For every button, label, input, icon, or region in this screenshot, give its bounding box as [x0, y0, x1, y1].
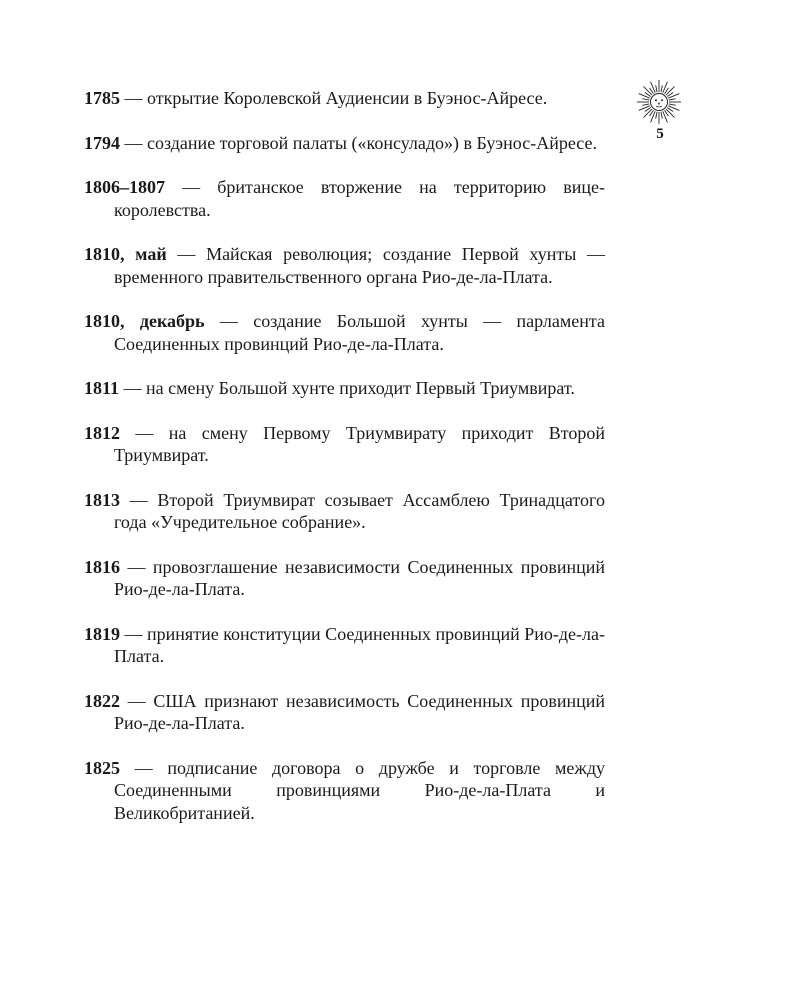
- entry-date: 1785: [84, 88, 120, 108]
- sun-ray: [669, 104, 676, 105]
- chronology-entry: [84, 489, 605, 534]
- sun-ray: [661, 85, 662, 92]
- chronology-entry: [84, 377, 605, 400]
- sun-ray: [643, 109, 651, 117]
- entry-date: 1822: [84, 690, 120, 711]
- entry-text: — Второй Триумвират созывает Ассамблею Тринадцатого года «Учредительное собрание».: [114, 489, 605, 532]
- sun-ray: [661, 112, 662, 119]
- chronology-entry: [84, 757, 605, 825]
- chronology-list: [84, 87, 605, 846]
- sun-ray: [656, 112, 657, 119]
- sun-ray: [666, 109, 674, 117]
- entry-date: 1811: [84, 378, 120, 398]
- entry-text: — Майская революция; создание Первой хунты — временного правительственного органа Рио-де-ла-Плата.: [114, 244, 606, 287]
- entry-date: 1825: [84, 757, 120, 778]
- entry-date: 1816: [84, 556, 120, 577]
- entry-date: 1819: [84, 623, 120, 644]
- chronology-entry: [84, 556, 605, 601]
- sun-ray: [669, 99, 676, 100]
- entry-text: — провозглашение независимости Соединенных провинций Рио-де-ла-Плата.: [114, 556, 605, 599]
- chronology-entry: [84, 623, 605, 668]
- entry-date: 1813: [84, 489, 120, 510]
- entry-date: 1810, май: [84, 244, 167, 264]
- chronology-entry: [84, 243, 605, 288]
- chronology-entry: [84, 690, 605, 735]
- entry-date: 1794: [84, 132, 120, 153]
- chronology-entry: [84, 176, 605, 221]
- entry-text: — подписание договора о дружбе и торговле между Соединенными провинциями Рио-де-ла-Плата и Великобританией.: [114, 757, 605, 823]
- page-number: 5: [656, 126, 664, 142]
- sun-ray: [666, 86, 674, 94]
- entry-text: — открытие Королевской Аудиенсии в Буэнос-Айресе.: [120, 88, 548, 108]
- entry-date: 1812: [84, 422, 120, 443]
- sun-of-may-icon: [634, 77, 684, 127]
- chronology-entry: [84, 310, 605, 355]
- sun-ray: [656, 85, 657, 92]
- chronology-entry: [84, 132, 605, 155]
- chronology-entry: [84, 87, 605, 110]
- sun-ray: [643, 86, 651, 94]
- sun-ray: [642, 104, 649, 105]
- entry-text: — принятие конституции Соединенных провинций Рио-де-ла-Плата.: [114, 623, 605, 666]
- entry-text: — на смену Первому Триумвирату приходит Второй Триумвират.: [114, 422, 605, 465]
- entry-text: — США признают независимость Соединенных провинций Рио-де-ла-Плата.: [114, 690, 605, 733]
- entry-text: — на смену Большой хунте приходит Первый Триумвират.: [119, 378, 575, 398]
- entry-text: — создание торговой палаты («консуладо») в Буэнос-Айресе.: [120, 132, 597, 153]
- entry-date: 1810, декабрь: [84, 311, 205, 331]
- entry-text: — создание Большой хунты — парламента Соединенных провинций Рио-де-ла-Плата.: [114, 311, 605, 354]
- sun-ray: [642, 99, 649, 100]
- entry-text: — британское вторжение на территорию вице-королевства.: [114, 177, 605, 220]
- entry-date: 1806–1807: [84, 177, 165, 197]
- chronology-entry: [84, 422, 605, 467]
